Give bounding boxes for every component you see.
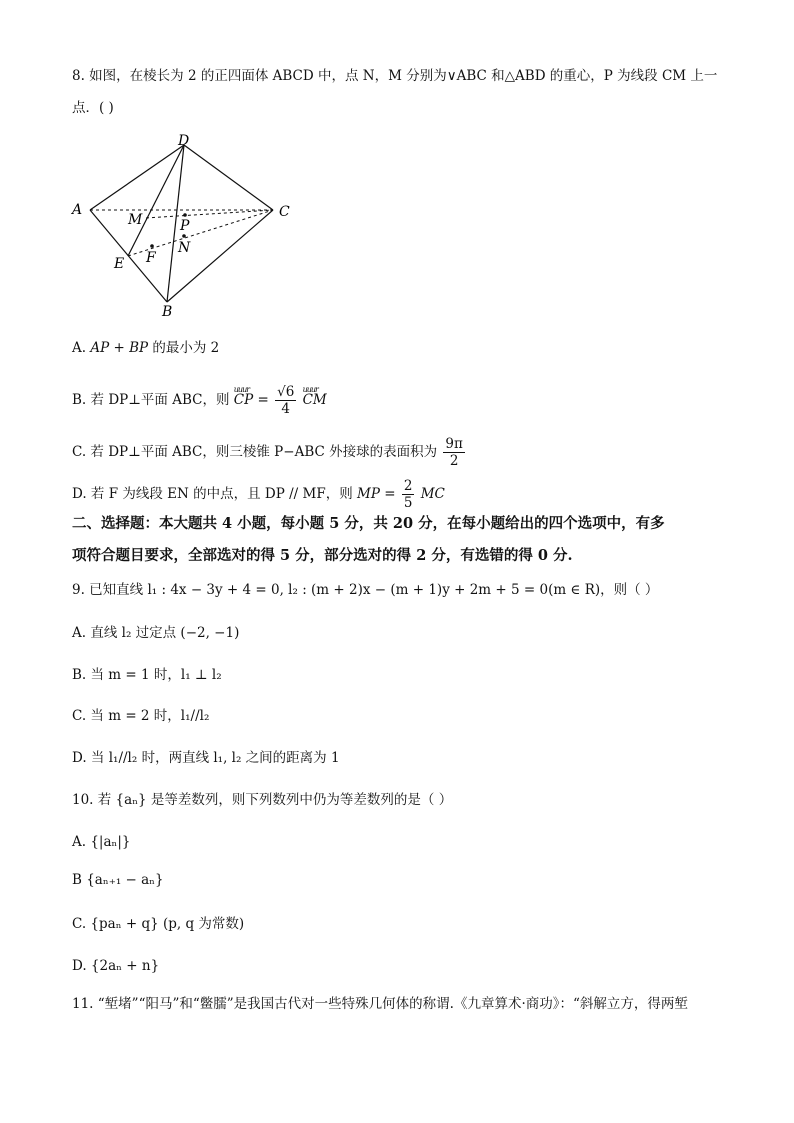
q8-stem-line1: 8. 如图，在棱长为 2 的正四面体 ABCD 中，点 N，M 分别为∨ABC 和△ABD 的重心，P 为线段 CM 上一 bbox=[72, 68, 718, 84]
q10-stem: 10. 若 {aₙ} 是等差数列，则下列数列中仍为等差数列的是（ ） bbox=[72, 792, 453, 808]
label-N: N bbox=[178, 240, 191, 256]
q11-stem: 11. “堑堵”“阳马”和“鳖臑”是我国古代对一些特殊几何体的称谓.《九章算术·商功》：“斜解立方，得两堑 bbox=[72, 996, 688, 1012]
label-M: M bbox=[128, 212, 143, 228]
q8-d-prefix: D. 若 F 为线段 EN 的中点，且 DP // MF，则 bbox=[72, 486, 353, 502]
q9-option-c: C. 当 m = 2 时，l₁//l₂ bbox=[72, 708, 210, 724]
q8-b-rhs: CM bbox=[302, 392, 327, 408]
q8-d-fraction bbox=[402, 478, 415, 511]
label-E: E bbox=[114, 256, 125, 272]
q8-c-prefix: C. 若 bbox=[72, 444, 104, 460]
q8-b-lhs-vector bbox=[233, 385, 254, 410]
q8-b-rhs-vector bbox=[302, 385, 327, 410]
q10-option-c: C. {paₙ + q} (p, q 为常数) bbox=[72, 916, 245, 932]
q8-b-cond: DP⊥平面 ABC，则 bbox=[108, 392, 230, 408]
q8-a-prefix: A. bbox=[72, 340, 87, 356]
q8-a-expr: AP + BP bbox=[90, 340, 149, 356]
q8-option-c bbox=[72, 436, 467, 469]
q9-option-b: B. 当 m = 1 时，l₁ ⊥ l₂ bbox=[72, 667, 222, 683]
label-A: A bbox=[72, 202, 83, 218]
q9-option-d: D. 当 l₁//l₂ 时，两直线 l₁, l₂ 之间的距离为 1 bbox=[72, 750, 340, 766]
q8-b-fraction bbox=[275, 384, 296, 417]
label-B: B bbox=[162, 304, 173, 320]
q8-b-num: √6 bbox=[277, 384, 295, 400]
q8-a-suffix: 的最小为 2 bbox=[152, 340, 220, 356]
q8-stem-line2: 点．( ) bbox=[72, 100, 114, 116]
q10-option-a: A. {|aₙ|} bbox=[72, 834, 131, 850]
vector-mark: uuur bbox=[233, 385, 250, 394]
q8-option-a bbox=[72, 338, 219, 358]
label-D: D bbox=[178, 133, 190, 149]
q9-option-a: A. 直线 l₂ 过定点 (−2, −1) bbox=[72, 625, 240, 641]
label-P: P bbox=[180, 218, 190, 234]
vector-mark-2: uuur bbox=[302, 385, 318, 394]
q8-b-eq: = bbox=[257, 392, 269, 408]
q8-b-lhs: CP bbox=[233, 392, 254, 408]
section2-heading-line1: 二、选择题：本大题共 4 小题，每小题 5 分，共 20 分，在每小题给出的四个选项中，有多 bbox=[72, 515, 665, 532]
q8-c-den: 2 bbox=[449, 453, 459, 469]
q8-d-rhs: MC bbox=[420, 486, 445, 502]
tetrahedron-figure bbox=[66, 132, 306, 322]
q8-c-fraction bbox=[443, 436, 464, 469]
q10-option-b: B {aₙ₊₁ − aₙ} bbox=[72, 872, 164, 888]
q10-option-d: D. {2aₙ + n} bbox=[72, 958, 160, 974]
q8-d-lhs: MP = bbox=[357, 486, 396, 502]
q8-option-b bbox=[72, 384, 327, 417]
label-C: C bbox=[279, 204, 290, 220]
q8-b-prefix: B. 若 bbox=[72, 392, 105, 408]
q9-stem: 9. 已知直线 l₁ : 4x − 3y + 4 = 0, l₂ : (m + 2)x − (m + 1)y + 2m + 5 = 0(m ∈ R)，则（ ） bbox=[72, 582, 659, 598]
q8-option-d bbox=[72, 478, 445, 511]
q8-c-cond: DP⊥平面 ABC，则三棱锥 P−ABC 外接球的表面积为 bbox=[108, 444, 438, 460]
q8-d-den: 5 bbox=[403, 495, 413, 511]
q8-c-num: 9π bbox=[445, 436, 463, 452]
q8-d-num: 2 bbox=[403, 478, 413, 494]
section2-heading-line2: 项符合题目要求，全部选对的得 5 分，部分选对的得 2 分，有选错的得 0 分. bbox=[72, 547, 573, 564]
label-F: F bbox=[146, 250, 156, 266]
q8-b-den: 4 bbox=[281, 401, 290, 417]
